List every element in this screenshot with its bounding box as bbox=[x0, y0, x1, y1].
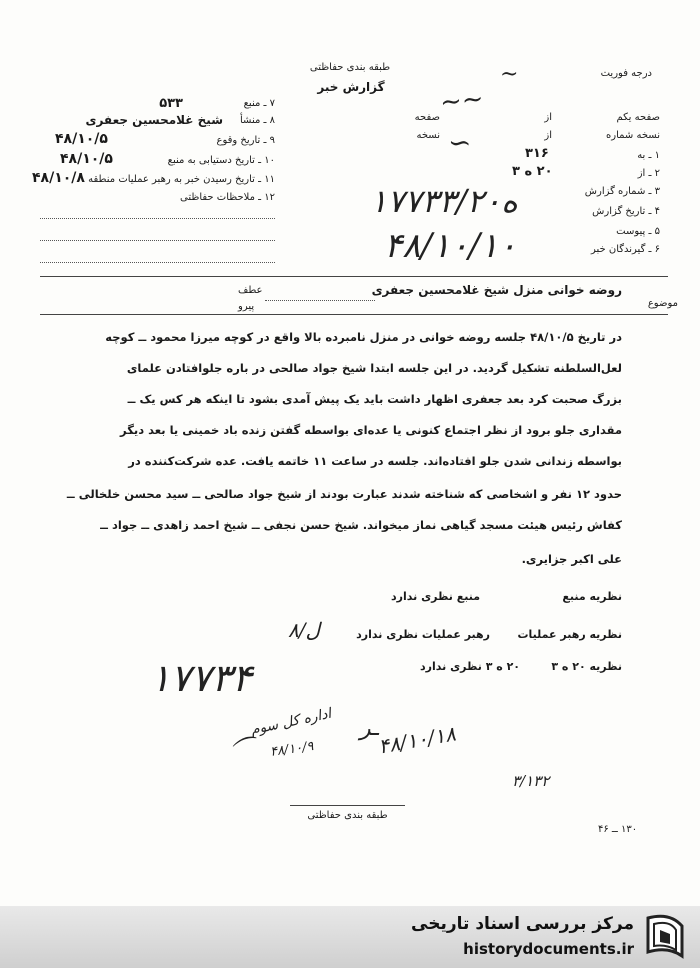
opinion-leader-value: رهبر عملیات نظری ندارد bbox=[356, 628, 490, 641]
classification-bottom-rule bbox=[290, 805, 405, 806]
opinion-20h3-label: نظریه ۲۰ ه ۳ bbox=[551, 660, 622, 673]
page-tail: صفحه bbox=[414, 112, 440, 123]
subject-label: موضوع bbox=[647, 298, 678, 309]
handwritten-copy-scribble: ∽ bbox=[448, 126, 472, 159]
form-code: ۱۳۰ ــ ۴۶ bbox=[598, 824, 638, 835]
report-number-label: ۳ ـ شماره گزارش bbox=[584, 186, 660, 197]
notes-line-1 bbox=[40, 218, 275, 219]
opinion-20h3-value: ۲۰ ه ۳ نظری ندارد bbox=[420, 660, 520, 673]
subject-underline bbox=[265, 300, 375, 301]
handwritten-sign-1: اداره کل سوم bbox=[249, 705, 333, 739]
opinion-source-label: نظریه منبع bbox=[562, 590, 622, 603]
subject-divider bbox=[40, 314, 668, 315]
urgency-label: درجه فوریت bbox=[600, 68, 652, 79]
report-title: گزارش خبر bbox=[317, 80, 385, 94]
handwritten-big-number: ۱۷۷۳۴ bbox=[150, 656, 253, 700]
handwritten-corner-mark: ۳/۱۳۲ bbox=[512, 772, 550, 790]
ref-label-1: عطف bbox=[238, 285, 263, 296]
field-arrival-date-label: ۱۱ ـ تاریخ رسیدن خبر به رهبر عملیات منطقه bbox=[88, 174, 275, 185]
signature-scribble-2: ـر bbox=[360, 716, 379, 741]
body-line: لعل‌السلطنه تشکیل گردید. در این جلسه ابتدا شیخ جواد صالحی در باره جلوافتادن علمای bbox=[126, 361, 622, 375]
body-line: بواسطه زندانی شدن جلو افتاده‌اند. جلسه در ساعت ۱۱ خاتمه یافت. عده شرکت‌کننده در bbox=[128, 454, 622, 468]
body-line: علی اکبر جزایری. bbox=[521, 552, 622, 566]
brand-logo-icon bbox=[640, 912, 688, 962]
footer-brand-bar bbox=[0, 906, 700, 968]
field-source-label: ۷ ـ منبع bbox=[243, 98, 275, 109]
page-label: صفحه یکم bbox=[616, 112, 660, 123]
ref-label-2: پیرو bbox=[238, 301, 255, 312]
field-security-notes-label: ۱۲ ـ ملاحظات حفاظتی bbox=[180, 192, 275, 203]
attachment-label: ۵ ـ پیوست bbox=[616, 226, 660, 237]
to-value: ۳۱۶ bbox=[525, 146, 549, 161]
signature-scribble-1: ⌒ bbox=[226, 734, 262, 772]
copy-of: از bbox=[544, 130, 552, 141]
handwritten-initials: ل/۸ bbox=[288, 618, 321, 642]
handwritten-page-scribble: ~~ bbox=[438, 83, 486, 119]
urgency-scribble: ~ bbox=[500, 62, 519, 87]
field-event-date-label: ۹ ـ تاریخ وقوع bbox=[216, 135, 275, 146]
field-arrival-date-value: ۴۸/۱۰/۸ bbox=[32, 170, 85, 186]
brand-name: مرکز بررسی اسناد تاریخی bbox=[411, 914, 634, 934]
body-line: مقداری جلو برود از نظر اجتماع کنونی یا عده‌ای بواسطه گفتن زنده باد خمینی یا بعد دیگر bbox=[120, 423, 622, 437]
field-event-date-value: ۴۸/۱۰/۵ bbox=[55, 131, 108, 147]
field-origin-label: ۸ ـ منشأ bbox=[239, 115, 275, 126]
header-divider bbox=[40, 276, 668, 277]
body-line: حدود ۱۲ نفر و اشخاصی که شناخته شدند عبارت بودند از شیخ جواد صالحی ــ سید محسن خلخالی ــ bbox=[66, 487, 622, 501]
body-line: بزرگ صحبت کرد بعد جعفری اظهار داشت باید یک پیش آمدی بشود تا اینکه هر کس یک ــ bbox=[127, 392, 622, 406]
body-line: کفاش رئیس هیئت مسجد گیاهی نماز میخواند. شیخ حسن نجفی ــ شیخ احمد زاهدی ــ جواد ــ bbox=[100, 518, 622, 532]
classification-top: طبقه بندی حفاظتی bbox=[309, 62, 391, 73]
notes-line-2 bbox=[40, 240, 275, 241]
body-line: در تاریخ ۴۸/۱۰/۵ جلسه روضه خوانی در منزل نامبرده بالا واقع در کوچه میرزا محمود ــ کوچه bbox=[105, 330, 622, 344]
report-date-label: ۴ ـ تاریخ گزارش bbox=[592, 206, 660, 217]
field-origin-value: شیخ غلامحسین جعفری bbox=[85, 113, 223, 127]
recipients-label: ۶ ـ گیرندگان خبر bbox=[590, 244, 660, 255]
classification-bottom: طبقه بندی حفاظتی bbox=[307, 810, 388, 821]
page-of: از bbox=[544, 112, 552, 123]
opinion-source-value: منبع نظری ندارد bbox=[391, 590, 480, 603]
brand-url: historydocuments.ir bbox=[463, 940, 634, 958]
to-label: ۱ ـ به bbox=[637, 150, 660, 161]
handwritten-sign-date-2: ۴۸/۱۰/۹ bbox=[269, 739, 315, 760]
handwritten-sign-date-1: ۴۸/۱۰/۱۸ bbox=[376, 721, 458, 759]
notes-line-3 bbox=[40, 262, 275, 263]
field-access-date-value: ۴۸/۱۰/۵ bbox=[60, 151, 113, 167]
field-access-date-label: ۱۰ ـ تاریخ دستیابی به منبع bbox=[167, 155, 275, 166]
from-value: ۲۰ ه ۳ bbox=[512, 164, 553, 179]
copy-tail: نسخه bbox=[416, 130, 440, 141]
handwritten-report-number: ۱۷۷۳۳/۲۰ه bbox=[370, 182, 518, 220]
copy-label: نسخه شماره bbox=[606, 130, 660, 141]
field-source-value: ۵۳۳ bbox=[159, 96, 183, 111]
handwritten-report-date: ۴۸/۱۰/۱۰ bbox=[384, 226, 517, 266]
subject-text: روضه خوانی منزل شیخ غلامحسین جعفری bbox=[371, 283, 622, 297]
from-label: ۲ ـ از bbox=[637, 168, 660, 179]
opinion-leader-label: نظریه رهبر عملیات bbox=[517, 628, 622, 641]
